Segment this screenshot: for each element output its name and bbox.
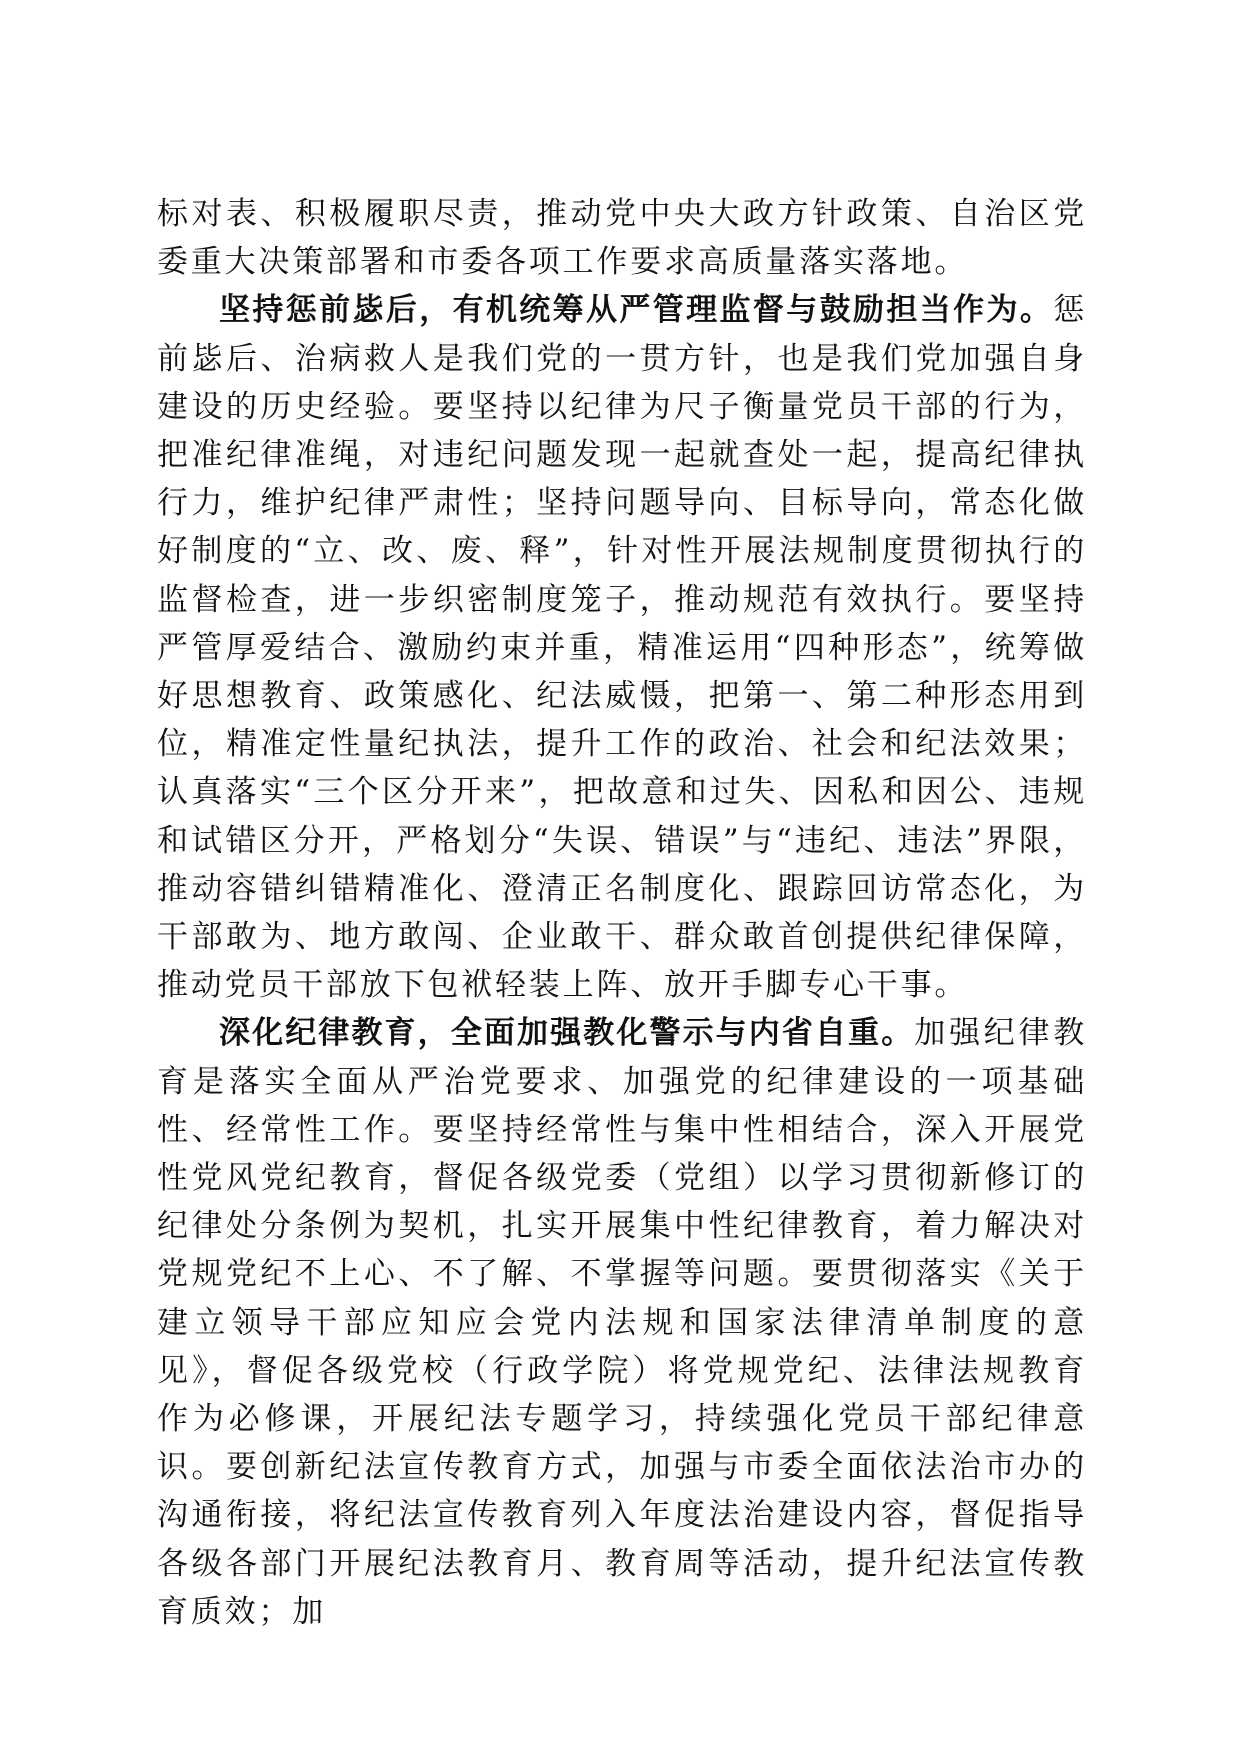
section-body-discipline-supervision: 惩前毖后、治病救人是我们党的一贯方针，也是我们党加强自身建设的历史经验。要坚持以纪律为尺子衡量党员干部的行为，把准纪律准绳，对违纪问题发现一起就查处一起，提高纪律执行力，维护纪律严肃性；坚持问题导向、目标导向，常态化做好制度的“立、改、废、释”，针对性开展法规制度贯彻执行的监督检查，进一步织密制度笼子，推动规范有效执行。要坚持严管厚爱结合、激励约束并重，精准运用“四种形态”，统筹做好思想教育、政策感化、纪法威慑，把第一、第二种形态用到位，精准定性量纪执法，提升工作的政治、社会和纪法效果；认真落实“三个区分开来”，把故意和过失、因私和因公、违规和试错区分开，严格划分“失误、错误”与“违纪、违法”界限，推动容错纠错精准化、澄清正名制度化、跟踪回访常态化，为干部敢为、地方敢闯、企业敢干、群众敢首创提供纪律保障，推动党员干部放下包袱轻装上阵、放开手脚专心干事。 (157, 292, 1087, 1004)
section-heading-discipline-supervision: 坚持惩前毖后，有机统筹从严管理监督与鼓励担当作为。 (219, 292, 1054, 329)
section-heading-discipline-education: 深化纪律教育，全面加强教化警示与内省自重。 (219, 1015, 915, 1052)
section-paragraph-discipline-education (157, 1009, 1087, 1636)
document-page (157, 190, 1087, 1636)
continuation-paragraph: 标对表、积极履职尽责，推动党中央大政方针政策、自治区党委重大决策部署和市委各项工作要求高质量落实落地。 (157, 196, 1087, 281)
section-body-discipline-education: 加强纪律教育是落实全面从严治党要求、加强党的纪律建设的一项基础性、经常性工作。要坚持经常性与集中性相结合，深入开展党性党风党纪教育，督促各级党委（党组）以学习贯彻新修订的纪律处分条例为契机，扎实开展集中性纪律教育，着力解决对党规党纪不上心、不了解、不掌握等问题。要贯彻落实《关于建立领导干部应知应会党内法规和国家法律清单制度的意见》，督促各级党校（行政学院）将党规党纪、法律法规教育作为必修课，开展纪法专题学习，持续强化党员干部纪律意识。要创新纪法宣传教育方式，加强与市委全面依法治市办的沟通衔接，将纪法宣传教育列入年度法治建设内容，督促指导各级各部门开展纪法教育月、教育周等活动，提升纪法宣传教育质效；加 (157, 1015, 1088, 1630)
section-paragraph-discipline-supervision (157, 286, 1087, 1009)
